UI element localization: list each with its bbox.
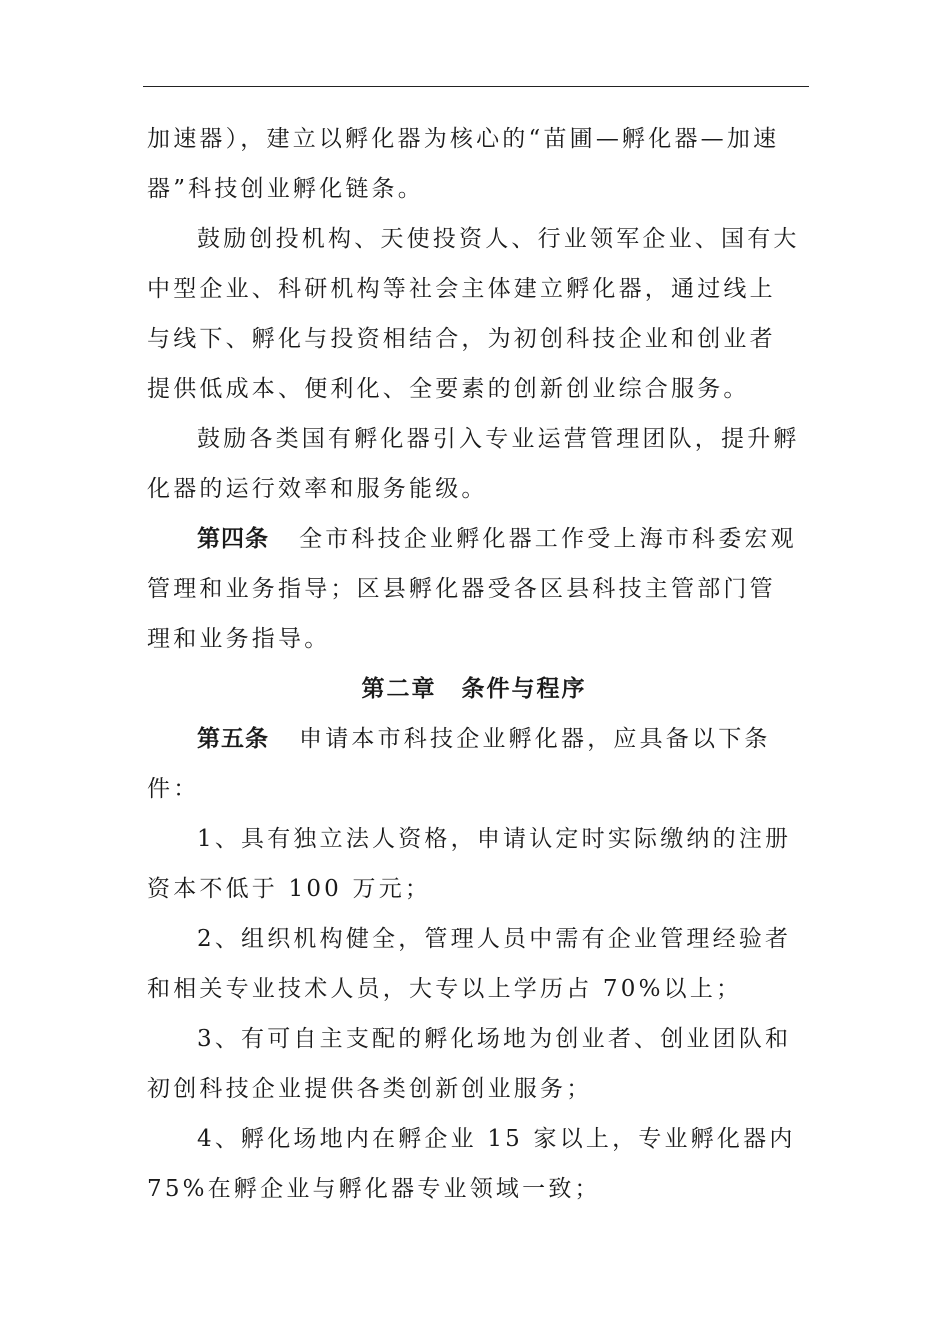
article-4-text: 全市科技企业孵化器工作受上海市科委宏观管理和业务指导；区县孵化器受各区县科技主管部门管理和业务指导。 <box>147 526 797 652</box>
condition-item: 4、孵化场地内在孵企业 15 家以上，专业孵化器内 75%在孵企业与孵化器专业领域一致； <box>147 1126 796 1202</box>
article-5-text: 申请本市科技企业孵化器，应具备以下条件： <box>147 726 771 802</box>
article-5-label: 第五条 <box>197 725 269 752</box>
condition-item: 1、具有独立法人资格，申请认定时实际缴纳的注册资本不低于 100 万元； <box>147 826 792 902</box>
document-body <box>147 114 801 1214</box>
condition-item: 2、组织机构健全，管理人员中需有企业管理经验者和相关专业技术人员，大专以上学历占 70%以上； <box>147 926 792 1002</box>
article-4 <box>147 514 801 664</box>
header-rule <box>143 86 809 87</box>
chapter-title: 第二章 条件与程序 <box>361 676 587 702</box>
article-4-label: 第四条 <box>197 525 269 552</box>
paragraph-encourage-state: 鼓励各类国有孵化器引入专业运营管理团队，提升孵化器的运行效率和服务能级。 <box>147 426 800 502</box>
condition-item: 3、有可自主支配的孵化场地为创业者、创业团队和初创科技企业提供各类创新创业服务； <box>147 1026 792 1102</box>
paragraph-encourage-social: 鼓励创投机构、天使投资人、行业领军企业、国有大中型企业、科研机构等社会主体建立孵化器，通过线上与线下、孵化与投资相结合，为初创科技企业和创业者提供低成本、便利化、全要素的创新创业综合服务。 <box>147 226 800 402</box>
article-5 <box>147 714 801 814</box>
continuation-paragraph: 加速器），建立以孵化器为核心的“苗圃—孵化器—加速器”科技创业孵化链条。 <box>147 126 780 202</box>
